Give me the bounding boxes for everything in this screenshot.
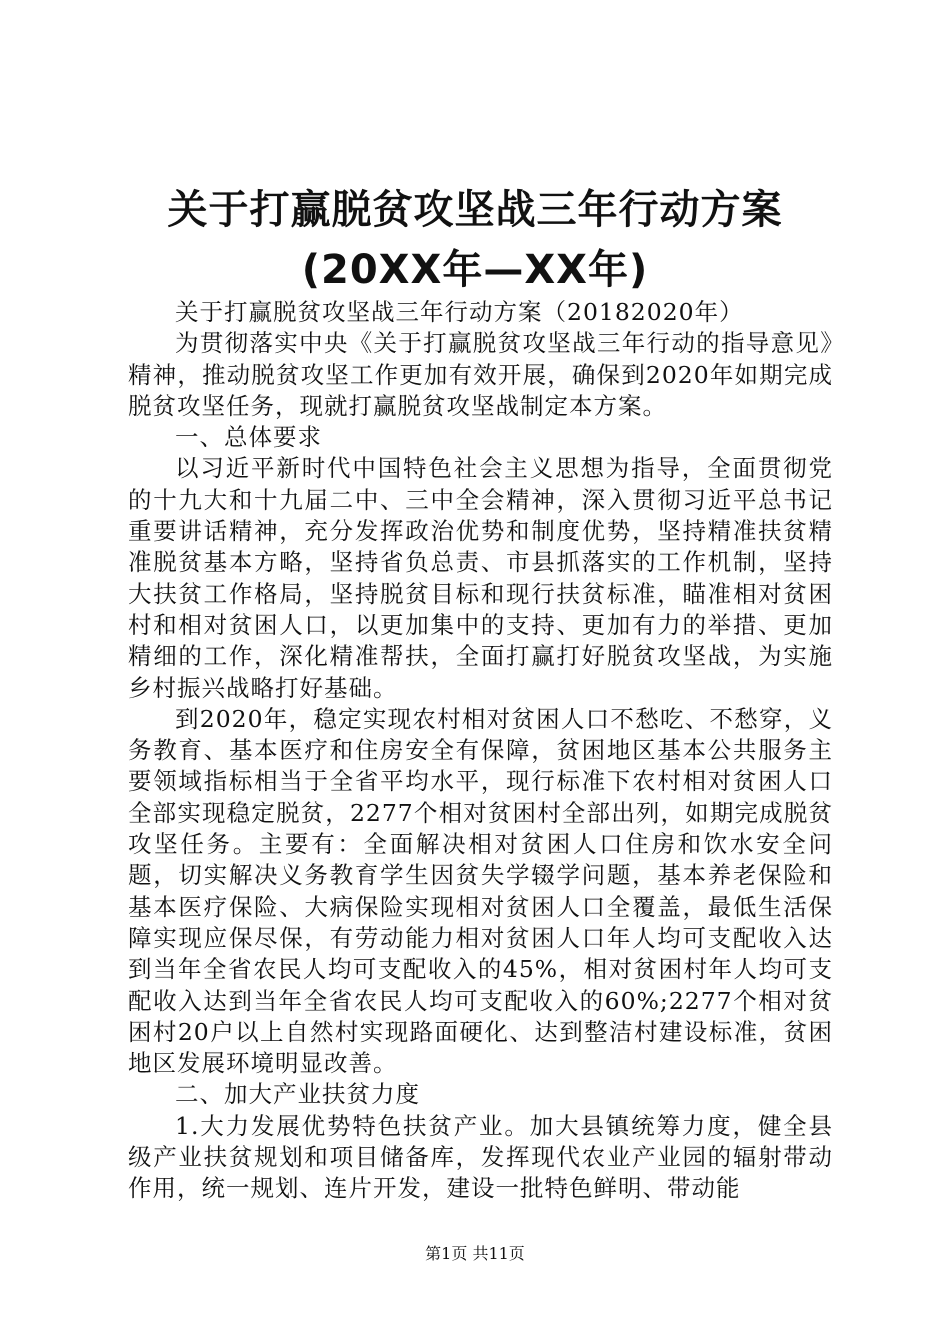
document-title: 关于打赢脱贫攻坚战三年行动方案(20XX年—XX年) bbox=[167, 187, 783, 293]
paragraph-item-1: 1.大力发展优势特色扶贫产业。加大县镇统筹力度，健全县级产业扶贫规划和项目储备库，发挥现代农业产业园的辐射带动作用，统一规划、连片开发，建设一批特色鲜明、带动能 bbox=[128, 1111, 833, 1203]
paragraph-plan-heading: 关于打赢脱贫攻坚战三年行动方案（20182020年） bbox=[175, 298, 744, 326]
paragraph-guiding-principles: 以习近平新时代中国特色社会主义思想为指导，全面贯彻党的十九大和十九届二中、三中全会精神，深入贯彻习近平总书记重要讲话精神，充分发挥政治优势和制度优势，坚持精准扶贫精准脱贫基本方略，坚持省负总责、市县抓落实的工作机制，坚持大扶贫工作格局，坚持脱贫目标和现行扶贫标准，瞄准相对贫困村和相对贫困人口，以更加集中的支持、更加有力的举措、更加精细的工作，深化精准帮扶，全面打赢打好脱贫攻坚战，为实施乡村振兴战略打好基础。 bbox=[128, 454, 833, 702]
section-heading-industry-poverty-alleviation: 二、加大产业扶贫力度 bbox=[175, 1080, 420, 1109]
paragraph-goals-2020: 到2020年，稳定实现农村相对贫困人口不愁吃、不愁穿，义务教育、基本医疗和住房安全有保障，贫困地区基本公共服务主要领域指标相当于全省平均水平，现行标准下农村相对贫困人口全部实现稳定脱贫，2277个相对贫困村全部出列，如期完成脱贫攻坚任务。主要有：全面解决相对贫困人口住房和饮水安全问题，切实解决义务教育学生因贫失学辍学问题，基本养老保险和基本医疗保险、大病保险实现相对贫困人口全覆盖，最低生活保障实现应保尽保，有劳动能力相对贫困人口年人均可支配收入达到当年全省农民人均可支配收入的45%，相对贫困村年人均可支配收入达到当年全省农民人均可支配收入的60%;2277个相对贫困村20户以上自然村实现路面硬化、达到整洁村建设标准，贫困地区发展环境明显改善。 bbox=[128, 704, 833, 1078]
section-heading-general-requirements: 一、总体要求 bbox=[175, 423, 322, 452]
paragraph-intro: 为贯彻落实中央《关于打赢脱贫攻坚战三年行动的指导意见》精神，推动脱贫攻坚工作更加有效开展，确保到2020年如期完成脱贫攻坚任务，现就打赢脱贫攻坚战制定本方案。 bbox=[128, 329, 833, 420]
document-body bbox=[128, 297, 833, 1205]
page-footer: 第1页 共11页 bbox=[425, 1244, 525, 1263]
